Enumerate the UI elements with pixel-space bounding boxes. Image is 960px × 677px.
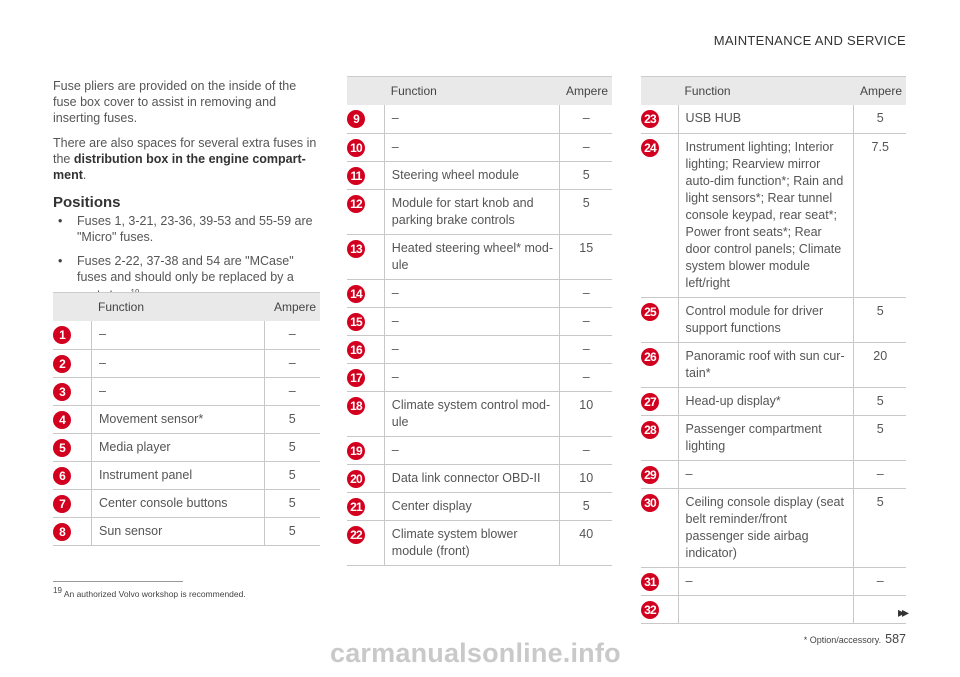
table-header-ampere: Ampere [560,77,612,106]
intro-paragraph-2-text: There are also spaces for several extra fuses in the [53,136,317,166]
fuse-number-badge: 8 [53,523,71,541]
fuse-ampere-cell: – [560,279,612,307]
fuse-function-cell: – [384,279,560,307]
table-row [347,105,612,133]
fuse-number-cell [641,567,678,595]
fuse-number-badge: 20 [347,470,365,488]
fuse-number-badge: 24 [641,139,659,157]
fuse-function-cell: – [384,105,560,133]
table-row [641,105,906,133]
fuse-number-badge: 25 [641,303,659,321]
fuse-number-badge: 15 [347,313,365,331]
table-row [641,415,906,460]
fuse-ampere-cell: 10 [560,391,612,436]
table-header-ampere: Ampere [264,293,320,322]
fuse-number-cell [641,105,678,133]
fuse-function-cell: Passenger compartment lighting [678,415,854,460]
table-row [641,133,906,297]
footnote-divider [53,581,183,582]
table-row [641,567,906,595]
fuse-number-cell [53,349,92,377]
fuse-number-cell [641,342,678,387]
table-row [347,307,612,335]
fuse-function-cell: Module for start knob and parking brake controls [384,189,560,234]
table-row [641,297,906,342]
fuse-number-cell [53,433,92,461]
fuse-number-badge: 1 [53,326,71,344]
fuse-table-3 [641,76,906,624]
fuse-function-cell: Climate system control module [384,391,560,436]
fuse-function-cell [678,595,854,623]
fuse-ampere-cell: – [264,377,320,405]
table-row [347,279,612,307]
fuse-ampere-cell: – [560,307,612,335]
fuse-number-cell [347,161,384,189]
fuse-ampere-cell: – [560,335,612,363]
fuse-number-badge: 31 [641,573,659,591]
fuse-ampere-cell: 5 [854,105,906,133]
fuse-number-cell [53,489,92,517]
fuse-function-cell: Instrument panel [92,461,265,489]
fuse-number-cell [347,464,384,492]
intro-paragraph-2-end: . [82,168,87,182]
fuse-ampere-cell: – [264,349,320,377]
fuse-number-cell [347,391,384,436]
fuse-number-cell [641,595,678,623]
fuse-number-cell [641,460,678,488]
option-note: * Option/accessory. [803,635,882,645]
fuse-number-badge: 11 [347,167,365,185]
fuse-number-badge: 2 [53,355,71,373]
fuse-number-badge: 26 [641,348,659,366]
fuse-function-cell: – [384,335,560,363]
fuse-table-2 [347,76,612,566]
fuse-ampere-cell: 20 [854,342,906,387]
fuse-number-cell [347,436,384,464]
fuse-ampere-cell: 5 [264,489,320,517]
fuse-ampere-cell: – [560,363,612,391]
fuse-function-cell: – [678,567,854,595]
fuse-ampere-cell: 5 [264,433,320,461]
fuse-function-cell: Media player [92,433,265,461]
fuse-number-badge: 29 [641,466,659,484]
fuse-number-badge: 5 [53,439,71,457]
fuse-number-cell [347,279,384,307]
table-row [641,342,906,387]
watermark: carmanualsonline.info [330,638,621,668]
fuse-number-cell [53,405,92,433]
fuse-ampere-cell: – [264,321,320,349]
fuse-function-cell: – [678,460,854,488]
fuse-ampere-cell: 15 [560,234,612,279]
fuse-ampere-cell: 5 [560,189,612,234]
table-header-number [641,77,678,106]
fuse-number-badge: 27 [641,393,659,411]
fuse-ampere-cell: 5 [854,387,906,415]
table-row [347,161,612,189]
fuse-ampere-cell: – [854,460,906,488]
fuse-number-cell [347,520,384,565]
fuse-number-cell [347,189,384,234]
fuse-ampere-cell: 5 [560,161,612,189]
fuse-number-cell [347,335,384,363]
positions-bullet-2-text: Fuses 2-22, 37-38 and 54 are "MCase" fuses and should only be replaced by a [77,254,294,284]
fuse-function-cell: Center display [384,492,560,520]
fuse-number-cell [641,415,678,460]
fuse-number-cell [347,492,384,520]
table-header-number [347,77,384,106]
fuse-function-cell: – [384,436,560,464]
positions-bullet-1: • Fuses 1, 3-21, 23-36, 39-53 and 55-59 are "Micro" fuses. [53,213,320,245]
page-number: 587 [885,632,906,646]
fuse-function-cell: Ceiling console display (seat belt reminder/front passenger side airbag indicator) [678,488,854,567]
fuse-ampere-cell: 10 [560,464,612,492]
fuse-number-badge: 10 [347,139,365,157]
fuse-function-cell: Center console buttons [92,489,265,517]
fuse-number-cell [347,363,384,391]
table-header-function: Function [384,77,560,106]
table-header-number [53,293,92,322]
table-header-row [347,77,612,106]
table-row [53,461,320,489]
table-row [347,464,612,492]
fuse-ampere-cell: 5 [264,405,320,433]
footnote-number: 19 [53,586,62,595]
fuse-number-badge: 16 [347,341,365,359]
fuse-ampere-cell: 40 [560,520,612,565]
page-footer [804,632,906,646]
fuse-number-cell [347,307,384,335]
fuse-number-badge: 4 [53,411,71,429]
fuse-number-badge: 28 [641,421,659,439]
fuse-ampere-cell: – [560,105,612,133]
fuse-ampere-cell: – [854,567,906,595]
fuse-function-cell: Instrument lighting; Interior lighting; Rearview mirror auto-dim function*; Rain and light sensors*; Rear tunnel console keypad, rear seat*; Power front seats*; Rear door control panels; Climate system blower module left/right [678,133,854,297]
fuse-number-badge: 19 [347,442,365,460]
fuse-ampere-cell: 5 [264,461,320,489]
fuse-number-badge: 18 [347,397,365,415]
fuse-function-cell: – [384,307,560,335]
fuse-number-badge: 12 [347,195,365,213]
fuse-function-cell: – [92,321,265,349]
table-row [53,405,320,433]
distribution-box-link[interactable]: distribution box in the engine compartment [53,152,306,182]
fuse-ampere-cell: 5 [854,488,906,567]
fuse-number-cell [347,105,384,133]
fuse-function-cell: – [384,133,560,161]
table-row [53,489,320,517]
fuse-number-badge: 3 [53,383,71,401]
fuse-number-badge: 17 [347,369,365,387]
fuse-function-cell: Movement sensor* [92,405,265,433]
fuse-function-cell: Data link connector OBD-II [384,464,560,492]
table-row [53,349,320,377]
fuse-function-cell: USB HUB [678,105,854,133]
fuse-table-1 [53,292,320,546]
fuse-ampere-cell: 5 [560,492,612,520]
fuse-function-cell: Heated steering wheel* module [384,234,560,279]
fuse-number-cell [641,387,678,415]
table-row [347,189,612,234]
table-row [347,391,612,436]
fuse-number-cell [347,133,384,161]
table-row [347,520,612,565]
fuse-number-badge: 13 [347,240,365,258]
fuse-function-cell: – [92,377,265,405]
table-header-row [641,77,906,106]
footnote [53,586,246,599]
table-header-row [53,293,320,322]
intro-column [53,78,320,312]
intro-paragraph-1: Fuse pliers are provided on the inside of the fuse box cover to assist in removing and inserting fuses. [53,79,297,125]
fuse-number-cell [347,234,384,279]
table-row [347,133,612,161]
table-row [641,488,906,567]
table-header-function: Function [678,77,854,106]
fuse-ampere-cell: 5 [854,415,906,460]
fuse-function-cell: Panoramic roof with sun curtain* [678,342,854,387]
fuse-ampere-cell: 5 [264,517,320,545]
fuse-number-badge: 30 [641,494,659,512]
fuse-number-cell [641,488,678,567]
fuse-function-cell: Sun sensor [92,517,265,545]
table-row [53,321,320,349]
fuse-number-badge: 32 [641,601,659,619]
table-row [641,387,906,415]
fuse-number-badge: 22 [347,526,365,544]
section-header: MAINTENANCE AND SERVICE [713,33,906,48]
next-page-arrows-icon[interactable]: ▸▸ [897,604,906,620]
table-header-ampere: Ampere [854,77,906,106]
table-row [347,436,612,464]
positions-heading: Positions [53,194,121,211]
positions-list [53,213,320,304]
intro-paragraph-2 [53,135,320,183]
fuse-function-cell: – [92,349,265,377]
table-row [53,377,320,405]
fuse-number-cell [641,297,678,342]
table-row [347,363,612,391]
table-header-function: Function [92,293,265,322]
fuse-number-cell [641,133,678,297]
fuse-number-badge: 6 [53,467,71,485]
fuse-ampere-cell: – [560,436,612,464]
fuse-function-cell: Head-up display* [678,387,854,415]
footnote-text: An authorized Volvo workshop is recommended. [63,588,246,599]
fuse-function-cell: Steering wheel module [384,161,560,189]
table-row [347,492,612,520]
table-row [641,460,906,488]
fuse-ampere-cell: 7.5 [854,133,906,297]
fuse-number-badge: 9 [347,110,365,128]
table-row [641,595,906,623]
table-row [53,517,320,545]
fuse-number-cell [53,377,92,405]
fuse-ampere-cell: – [560,133,612,161]
fuse-number-badge: 14 [347,285,365,303]
fuse-number-badge: 7 [53,495,71,513]
fuse-number-cell [53,461,92,489]
fuse-number-cell [53,517,92,545]
fuse-function-cell: – [384,363,560,391]
table-row [347,335,612,363]
fuse-function-cell: Control module for driver support functions [678,297,854,342]
fuse-function-cell: Climate system blower module (front) [384,520,560,565]
table-row [347,234,612,279]
table-row [53,433,320,461]
fuse-ampere-cell: 5 [854,297,906,342]
fuse-number-badge: 23 [641,110,659,128]
fuse-number-cell [53,321,92,349]
fuse-number-badge: 21 [347,498,365,516]
